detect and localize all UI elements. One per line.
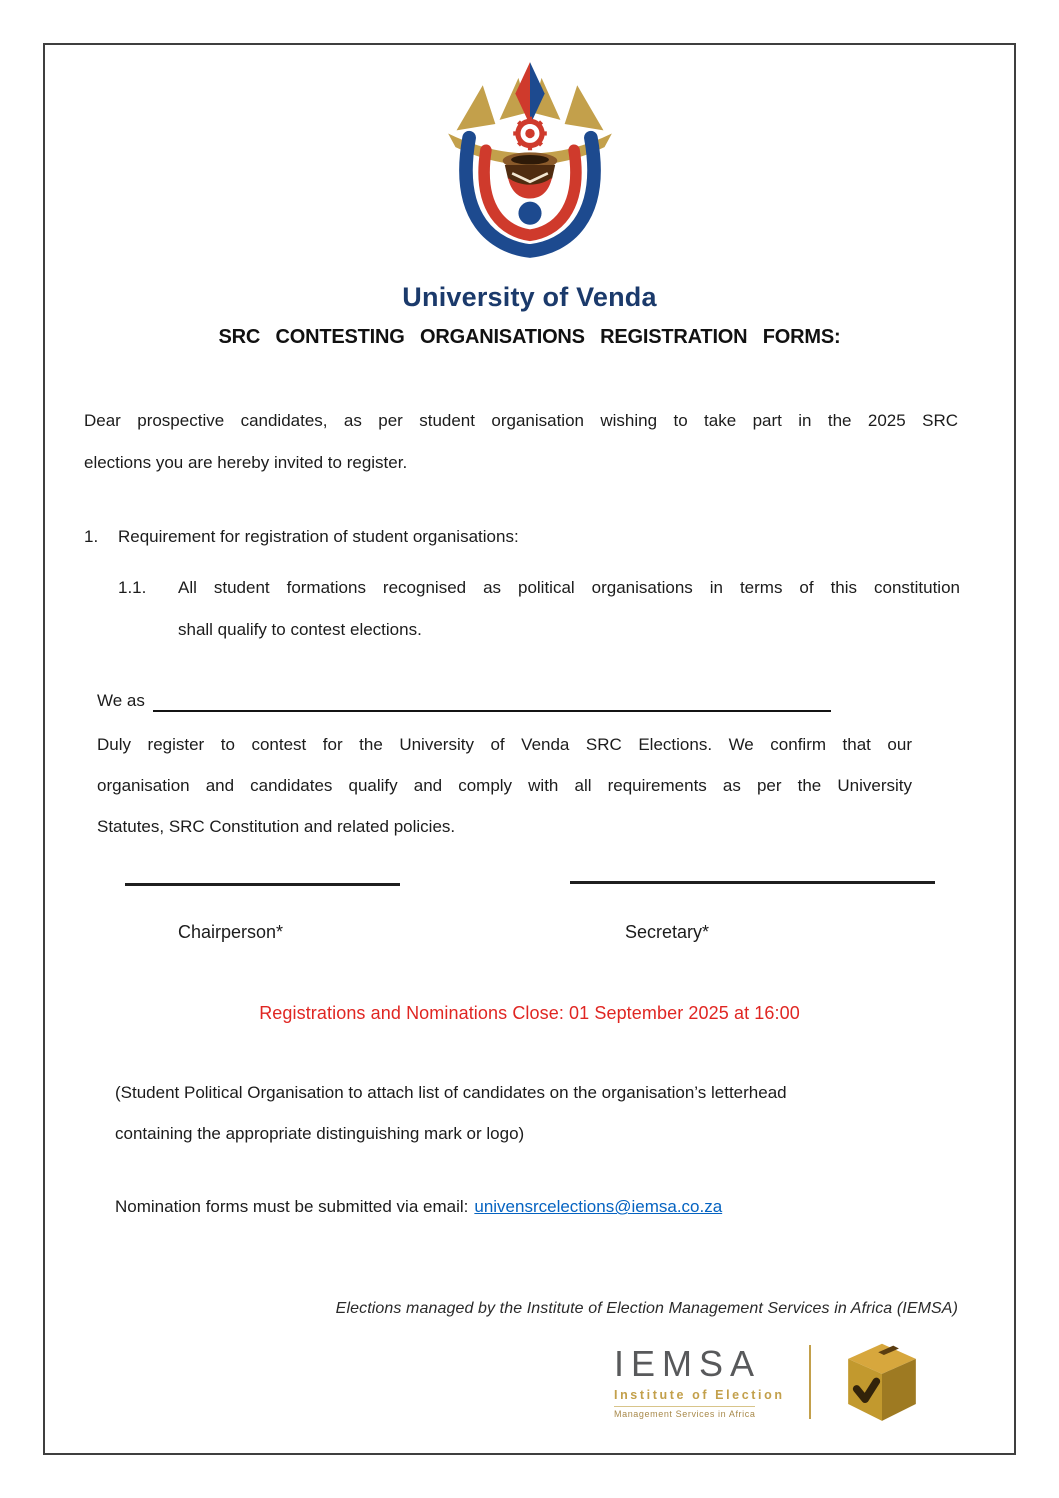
attachment-note-line-2: containing the appropriate distinguishing mark or logo) — [115, 1124, 525, 1143]
we-as-label: We as — [97, 691, 145, 710]
intro-line-1: Dear prospective candidates, as per student organisation wishing to take part in the 2025 SRC — [84, 411, 958, 430]
intro-paragraph — [84, 400, 958, 484]
university-name: University of Venda — [402, 282, 657, 312]
organisation-name-blank-line — [153, 690, 831, 712]
managed-by-note: Elections managed by the Institute of Election Management Services in Africa (IEMSA) — [335, 1300, 958, 1317]
iemsa-logo-text — [614, 1345, 785, 1419]
declaration-line-3: Statutes, SRC Constitution and related policies. — [97, 817, 456, 836]
iemsa-acronym: IEMSA — [614, 1343, 762, 1385]
requirement-item-1-1-text — [178, 567, 960, 651]
iemsa-subtitle-2: Management Services in Africa — [614, 1406, 755, 1419]
univen-crest-icon — [425, 60, 635, 277]
iemsa-logo-divider — [809, 1345, 811, 1419]
deadline-notice: Registrations and Nominations Close: 01 September 2025 at 16:00 — [259, 1003, 800, 1023]
requirement-item-1 — [84, 527, 519, 547]
chairperson-label: Chairperson* — [178, 922, 284, 942]
secretary-label: Secretary* — [625, 922, 710, 942]
email-submission-line — [115, 1197, 722, 1217]
requirement-item-1-1-number: 1.1. — [118, 578, 147, 597]
declaration-line-2: organisation and candidates qualify and comply with all requirements as per the University — [97, 776, 912, 795]
secretary-signature-line — [570, 881, 935, 884]
requirement-1-1-line-1: All student formations recognised as political organisations in terms of this constitution — [178, 578, 960, 597]
email-link[interactable]: univensrcelections@iemsa.co.za — [474, 1197, 723, 1216]
attachment-note-line-1: (Student Political Organisation to attach list of candidates on the organisation’s letterhead — [115, 1083, 787, 1102]
attachment-note — [115, 1072, 945, 1154]
chairperson-signature-line — [125, 883, 400, 886]
document-title: SRC CONTESTING ORGANISATIONS REGISTRATION FORMS: — [218, 326, 841, 348]
intro-line-2: elections you are hereby invited to register. — [84, 453, 408, 472]
requirement-item-1-number: 1. — [84, 527, 99, 546]
email-prefix-text: Nomination forms must be submitted via email: — [115, 1197, 469, 1216]
ballot-box-icon — [835, 1336, 929, 1428]
iemsa-subtitle-1: Institute of Election — [614, 1387, 785, 1402]
requirement-item-1-text: Requirement for registration of student organisations: — [118, 527, 519, 546]
iemsa-logo — [614, 1336, 929, 1428]
requirement-item-1-1 — [118, 567, 960, 651]
declaration-line-1: Duly register to contest for the University of Venda SRC Elections. We confirm that our — [97, 735, 912, 754]
declaration-paragraph — [97, 724, 912, 847]
requirement-1-1-line-2: shall qualify to contest elections. — [178, 620, 422, 639]
we-as-field — [97, 686, 831, 712]
